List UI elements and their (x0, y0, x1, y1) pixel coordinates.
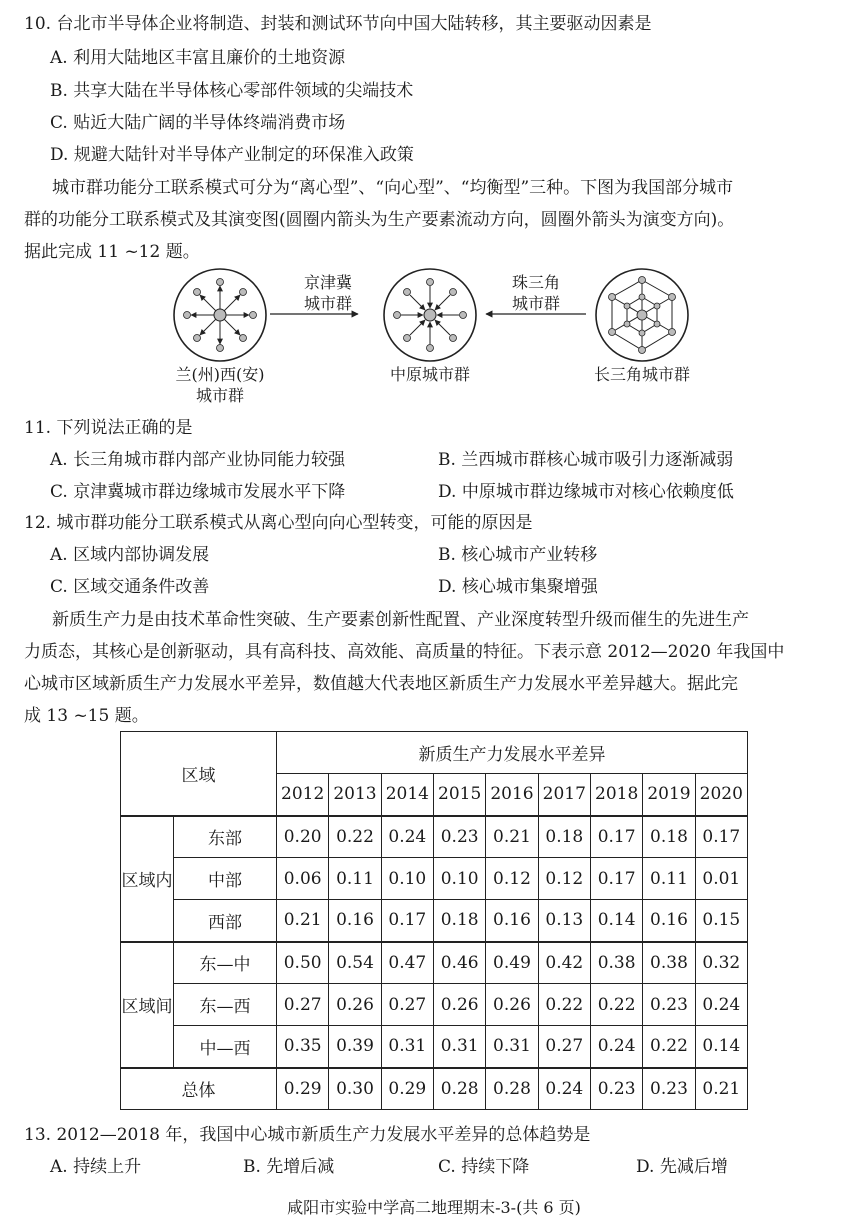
q11-stem: 11. 下列说法正确的是 (24, 418, 193, 438)
q10-option-a: A. 利用大陆地区丰富且廉价的土地资源 (50, 48, 346, 68)
q12-option-b: B. 核心城市产业转移 (438, 545, 598, 565)
table-cell: 0.26 (486, 984, 538, 1026)
table-cell: 0.22 (538, 984, 590, 1026)
intro1-line-3: 据此完成 11 ~12 题。 (24, 242, 200, 262)
table-cell: 0.42 (538, 942, 590, 984)
row-label: 东部 (174, 816, 277, 858)
arrow1-label (288, 272, 368, 314)
row-label: 西部 (174, 900, 277, 942)
table-cell: 0.20 (277, 816, 329, 858)
page-footer: 咸阳市实验中学高二地理期末-3-(共 6 页) (287, 1198, 581, 1217)
table-cell: 0.18 (433, 900, 485, 942)
year-header: 2014 (381, 774, 433, 816)
table-cell: 0.31 (381, 1026, 433, 1068)
year-header: 2012 (277, 774, 329, 816)
q12-option-d: D. 核心城市集聚增强 (438, 577, 598, 597)
table-cell: 0.31 (486, 1026, 538, 1068)
year-header: 2013 (329, 774, 381, 816)
table-cell: 0.27 (277, 984, 329, 1026)
table-cell: 0.12 (538, 858, 590, 900)
table-cell: 0.46 (433, 942, 485, 984)
group-label: 区域内 (121, 816, 174, 942)
circle1-label-line2: 城市群 (195, 386, 244, 405)
intro2-line-1: 新质生产力是由技术革命性突破、生产要素创新性配置、产业深度转型升级而催生的先进生产 (52, 610, 749, 630)
arrow2-label (496, 272, 576, 314)
table-cell: 0.26 (329, 984, 381, 1026)
table-row-total (121, 1068, 748, 1110)
q10-option-d: D. 规避大陆针对半导体产业制定的环保准入政策 (50, 145, 414, 165)
table-cell: 0.11 (329, 858, 381, 900)
table-row (121, 942, 748, 984)
circle1-label (150, 364, 290, 406)
table-cell: 0.47 (381, 942, 433, 984)
arrow1-label-line1: 京津冀 (303, 273, 352, 292)
arrow2-label-line1: 珠三角 (511, 273, 560, 292)
value-header: 新质生产力发展水平差异 (277, 732, 748, 774)
table-cell: 0.10 (381, 858, 433, 900)
table-cell: 0.38 (643, 942, 695, 984)
q11-option-a: A. 长三角城市群内部产业协同能力较强 (50, 450, 346, 470)
centrifugal-circle (174, 269, 266, 361)
city-cluster-diagram (150, 268, 710, 408)
q13-option-c: C. 持续下降 (438, 1157, 530, 1177)
year-header: 2016 (486, 774, 538, 816)
q13-option-b: B. 先增后减 (243, 1157, 335, 1177)
year-header: 2015 (433, 774, 485, 816)
table-cell: 0.17 (381, 900, 433, 942)
table-cell: 0.18 (643, 816, 695, 858)
table-cell: 0.23 (643, 1068, 695, 1110)
region-header: 区域 (121, 732, 277, 816)
table-cell: 0.16 (486, 900, 538, 942)
table-cell: 0.22 (590, 984, 642, 1026)
table-cell: 0.22 (643, 1026, 695, 1068)
table-cell: 0.17 (590, 858, 642, 900)
year-header: 2020 (695, 774, 747, 816)
table-cell: 0.22 (329, 816, 381, 858)
table-cell: 0.32 (695, 942, 747, 984)
table-cell: 0.21 (486, 816, 538, 858)
table-cell: 0.24 (590, 1026, 642, 1068)
table-cell: 0.27 (538, 1026, 590, 1068)
table-cell: 0.14 (590, 900, 642, 942)
table-cell: 0.23 (643, 984, 695, 1026)
intro1-line-2: 群的功能分工联系模式及其演变图(圆圈内箭头为生产要素流动方向，圆圈外箭头为演变方向)。 (24, 210, 735, 230)
table-cell: 0.10 (433, 858, 485, 900)
q11-option-b: B. 兰西城市群核心城市吸引力逐渐减弱 (438, 450, 734, 470)
arrow2-label-line2: 城市群 (511, 294, 560, 313)
q10-stem: 10. 台北市半导体企业将制造、封装和测试环节向中国大陆转移，其主要驱动因素是 (24, 14, 652, 34)
group-label: 区域间 (121, 942, 174, 1068)
table-cell: 0.24 (695, 984, 747, 1026)
intro2-line-2: 力质态，其核心是创新驱动，具有高科技、高效能、高质量的特征。下表示意 2012—2020 年我国中 (24, 642, 785, 662)
row-label: 东—中 (174, 942, 277, 984)
table-cell: 0.29 (277, 1068, 329, 1110)
table-row (121, 1026, 748, 1068)
table-cell: 0.21 (695, 1068, 747, 1110)
table-row (121, 858, 748, 900)
table-cell: 0.13 (538, 900, 590, 942)
table-cell: 0.15 (695, 900, 747, 942)
table-cell: 0.31 (433, 1026, 485, 1068)
table-cell: 0.14 (695, 1026, 747, 1068)
year-header: 2018 (590, 774, 642, 816)
table-cell: 0.29 (381, 1068, 433, 1110)
table-cell: 0.11 (643, 858, 695, 900)
q13-stem: 13. 2012—2018 年，我国中心城市新质生产力发展水平差异的总体趋势是 (24, 1125, 591, 1145)
arrow1-label-line2: 城市群 (303, 294, 352, 313)
table-cell: 0.54 (329, 942, 381, 984)
table-row (121, 816, 748, 858)
table-row (121, 900, 748, 942)
table-cell: 0.06 (277, 858, 329, 900)
q12-option-a: A. 区域内部协调发展 (50, 545, 210, 565)
table-cell: 0.17 (695, 816, 747, 858)
table-cell: 0.50 (277, 942, 329, 984)
table-cell: 0.16 (643, 900, 695, 942)
table-cell: 0.01 (695, 858, 747, 900)
table-cell: 0.23 (433, 816, 485, 858)
circle2-label: 中原城市群 (389, 365, 470, 384)
circle1-label-line1: 兰(州)西(安) (175, 365, 265, 384)
table-cell: 0.35 (277, 1026, 329, 1068)
table-cell: 0.26 (433, 984, 485, 1026)
table-cell: 0.24 (381, 816, 433, 858)
table-cell: 0.17 (590, 816, 642, 858)
table-cell: 0.28 (486, 1068, 538, 1110)
q12-stem: 12. 城市群功能分工联系模式从离心型向向心型转变，可能的原因是 (24, 513, 533, 533)
table-cell: 0.49 (486, 942, 538, 984)
q12-option-c: C. 区域交通条件改善 (50, 577, 210, 597)
q11-option-c: C. 京津冀城市群边缘城市发展水平下降 (50, 482, 346, 502)
table-cell: 0.27 (381, 984, 433, 1026)
q13-option-d: D. 先减后增 (636, 1157, 728, 1177)
table-cell: 0.30 (329, 1068, 381, 1110)
intro2-line-4: 成 13 ~15 题。 (24, 706, 149, 726)
total-label: 总体 (121, 1068, 277, 1110)
table-cell: 0.21 (277, 900, 329, 942)
row-label: 中部 (174, 858, 277, 900)
q13-option-a: A. 持续上升 (50, 1157, 142, 1177)
intro2-line-3: 心城市区域新质生产力发展水平差异，数值越大代表地区新质生产力发展水平差异越大。据此完 (24, 674, 738, 694)
year-header: 2019 (643, 774, 695, 816)
circle3-label: 长三角城市群 (593, 365, 690, 384)
table-cell: 0.39 (329, 1026, 381, 1068)
row-label: 中—西 (174, 1026, 277, 1068)
table-row (121, 984, 748, 1026)
table-cell: 0.18 (538, 816, 590, 858)
productivity-difference-table (120, 731, 748, 1110)
centripetal-circle (384, 269, 476, 361)
table-cell: 0.23 (590, 1068, 642, 1110)
intro1-line-1: 城市群功能分工联系模式可分为“离心型”、“向心型”、“均衡型”三种。下图为我国部分城市 (52, 178, 734, 198)
balanced-circle (596, 269, 688, 361)
table-cell: 0.28 (433, 1068, 485, 1110)
table-cell: 0.12 (486, 858, 538, 900)
table-cell: 0.38 (590, 942, 642, 984)
table-cell: 0.24 (538, 1068, 590, 1110)
q11-option-d: D. 中原城市群边缘城市对核心依赖度低 (438, 482, 734, 502)
q10-option-c: C. 贴近大陆广阔的半导体终端消费市场 (50, 113, 346, 133)
row-label: 东—西 (174, 984, 277, 1026)
q10-option-b: B. 共享大陆在半导体核心零部件领域的尖端技术 (50, 81, 414, 101)
table-cell: 0.16 (329, 900, 381, 942)
year-header: 2017 (538, 774, 590, 816)
